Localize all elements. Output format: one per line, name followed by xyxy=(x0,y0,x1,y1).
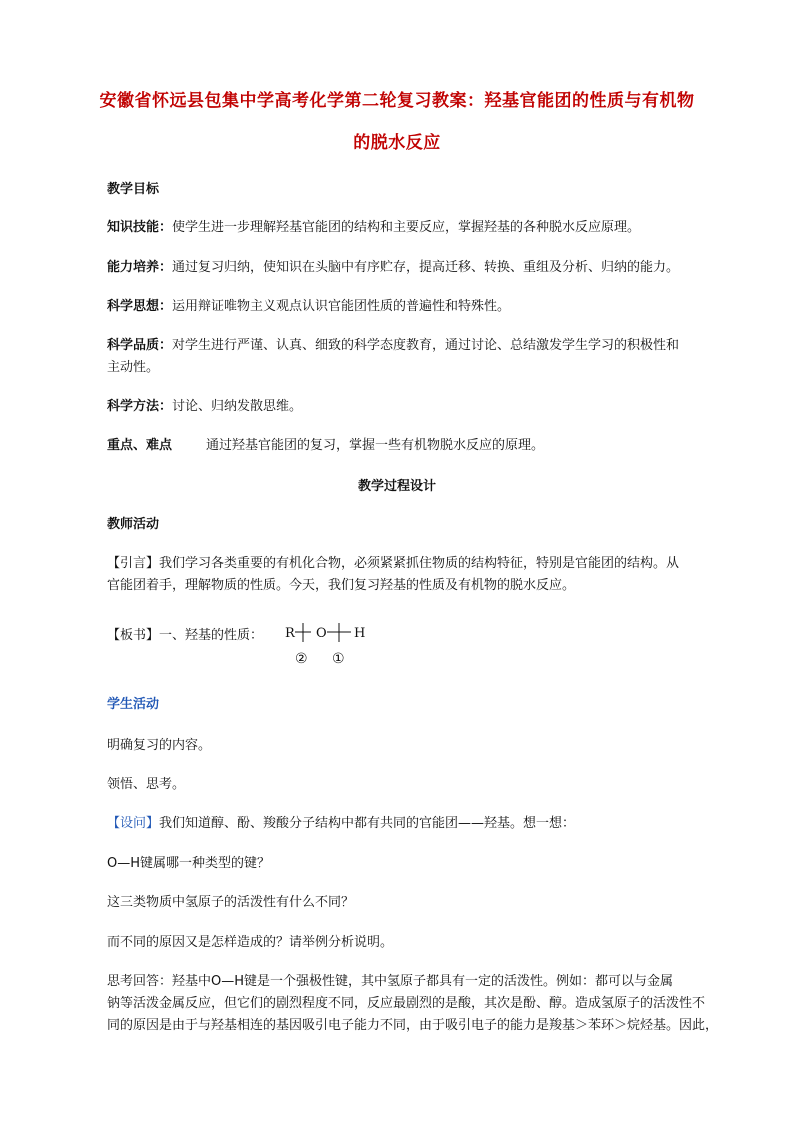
board-label: 【板书】一、羟基的性质： xyxy=(107,628,264,643)
formula-mark-left: ② xyxy=(295,651,308,667)
formula-o: O xyxy=(316,626,327,641)
ability-label: 能力培养： xyxy=(107,260,173,275)
teacher-heading: 教师活动 xyxy=(107,517,160,532)
document-title-line-2: 的脱水反应 xyxy=(353,133,441,153)
thought-paragraph xyxy=(107,296,721,318)
method-paragraph xyxy=(107,396,721,418)
process-heading: 教学过程设计 xyxy=(357,479,436,494)
formula-svg xyxy=(281,620,401,670)
key-paragraph xyxy=(107,435,721,457)
method-text: 讨论、归纳发散思维。 xyxy=(172,399,303,414)
question-1: O—H键属哪一种类型的键？ xyxy=(107,856,271,871)
student-line-1: 明确复习的内容。 xyxy=(107,738,212,753)
question-paragraph xyxy=(107,813,721,835)
ability-paragraph xyxy=(107,257,721,279)
document-title-line-1: 安徽省怀远县包集中学高考化学第二轮复习教案：羟基官能团的性质与有机物 xyxy=(99,91,695,111)
student-line-2: 领悟、思考。 xyxy=(107,777,186,792)
method-label: 科学方法： xyxy=(107,399,173,414)
knowledge-label: 知识技能： xyxy=(107,220,173,235)
answer-line-3: 同的原因是由于与羟基相连的基因吸引电子能力不同，由于吸引电子的能力是羧基＞苯环＞烷烃基。因此， xyxy=(107,1018,719,1033)
question-tag: 【设问】 xyxy=(107,816,160,831)
knowledge-text: 使学生进一步理解羟基官能团的结构和主要反应，掌握羟基的各种脱水反应原理。 xyxy=(172,220,641,235)
key-label: 重点、难点 xyxy=(107,438,173,453)
ability-text: 通过复习归纳，使知识在头脑中有序贮存，提高迁移、转换、重组及分析、归纳的能力。 xyxy=(172,260,680,275)
quality-text-1: 对学生进行严谨、认真、细致的科学态度教育，通过讨论、总结激发学生学习的积极性和 xyxy=(172,338,680,353)
intro-line-1: 【引言】我们学习各类重要的有机化合物，必须紧紧抓住物质的结构特征，特别是官能团的结构。从 xyxy=(107,556,680,571)
quality-text-2: 主动性。 xyxy=(107,360,160,375)
thought-text: 运用辩证唯物主义观点认识官能团性质的普遍性和特殊性。 xyxy=(172,299,511,314)
goals-heading: 教学目标 xyxy=(107,182,160,197)
thought-label: 科学思想： xyxy=(107,299,173,314)
quality-paragraph-line-1 xyxy=(107,335,721,357)
question-3: 而不同的原因又是怎样造成的？请举例分析说明。 xyxy=(107,935,394,950)
question-2: 这三类物质中氢原子的活泼性有什么不同？ xyxy=(107,895,355,910)
quality-label: 科学品质： xyxy=(107,338,173,353)
formula-mark-right: ① xyxy=(332,651,345,667)
answer-line-2: 钠等活泼金属反应，但它们的剧烈程度不同，反应最剧烈的是酸，其次是酚、醇。造成氢原子的活泼性不 xyxy=(107,996,706,1011)
knowledge-paragraph xyxy=(107,217,721,239)
hydroxyl-structure-formula xyxy=(281,620,401,670)
key-text: 通过羟基官能团的复习，掌握一些有机物脱水反应的原理。 xyxy=(206,438,545,453)
intro-line-2: 官能团着手，理解物质的性质。今天，我们复习羟基的性质及有机物的脱水反应。 xyxy=(107,578,576,593)
question-text: 我们知道醇、酚、羧酸分子结构中都有共同的官能团——羟基。想一想： xyxy=(159,816,576,831)
answer-line-1: 思考回答：羟基中O—H键是一个强极性键，其中氢原子都具有一定的活泼性。例如：都可以与金属 xyxy=(107,974,674,989)
formula-h: H xyxy=(354,626,366,641)
student-heading: 学生活动 xyxy=(107,697,160,712)
formula-r: R xyxy=(285,626,295,641)
